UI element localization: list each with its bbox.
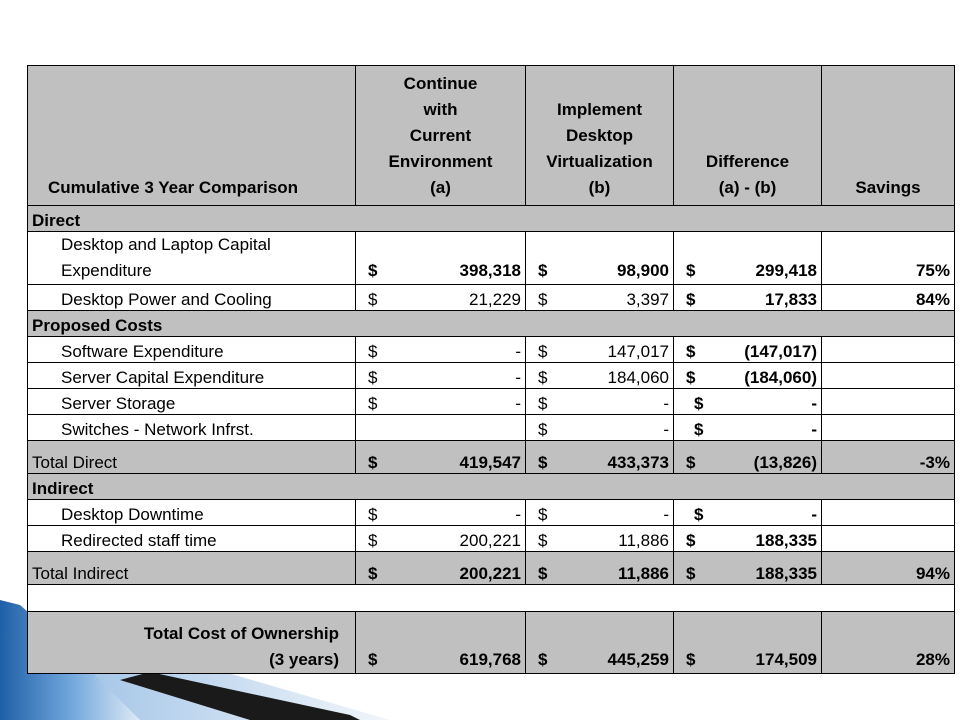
row-total-indirect: Total Indirect $ 200,221 $ 11,886 $ 188,335 94%	[28, 552, 955, 585]
row-staff-time: Redirected staff time $ 200,221 $ 11,886 $ 188,335	[28, 526, 955, 552]
row-downtime: Desktop Downtime $ - $ - $ -	[28, 500, 955, 526]
row-spacer	[28, 585, 955, 612]
header-row	[28, 66, 955, 206]
comparison-table	[27, 65, 955, 674]
section-direct: Direct	[28, 206, 955, 232]
row-software: Software Expenditure $ - $ 147,017 $ (147,017)	[28, 337, 955, 363]
header-col-diff: Difference (a) - (b)	[674, 66, 822, 206]
row-switches: Switches - Network Infrst. $ - $ -	[28, 415, 955, 441]
row-desktop-laptop: Desktop and Laptop Capital Expenditure $ 398,318 $ 98,900 $ 299,418 75%	[28, 232, 955, 285]
row-server-capital: Server Capital Expenditure $ - $ 184,060 $ (184,060)	[28, 363, 955, 389]
header-col-b: Implement Desktop Virtualization (b)	[526, 66, 674, 206]
header-col-savings: Savings	[822, 66, 955, 206]
header-col-a: Continue with Current Environment (a)	[356, 66, 526, 206]
row-label: Desktop and Laptop Capital Expenditure	[28, 232, 356, 285]
header-label: Cumulative 3 Year Comparison	[28, 66, 356, 206]
section-proposed: Proposed Costs	[28, 311, 955, 337]
row-tco: Total Cost of Ownership (3 years) $ 619,768 $ 445,259 $ 174,509 28%	[28, 612, 955, 674]
section-indirect: Indirect	[28, 474, 955, 500]
tco-label: Total Cost of Ownership (3 years)	[28, 612, 356, 674]
row-power-cooling: Desktop Power and Cooling $ 21,229 $ 3,397 $ 17,833 84%	[28, 285, 955, 311]
row-server-storage: Server Storage $ - $ - $ -	[28, 389, 955, 415]
row-total-direct: Total Direct $ 419,547 $ 433,373 $ (13,826) -3%	[28, 441, 955, 474]
